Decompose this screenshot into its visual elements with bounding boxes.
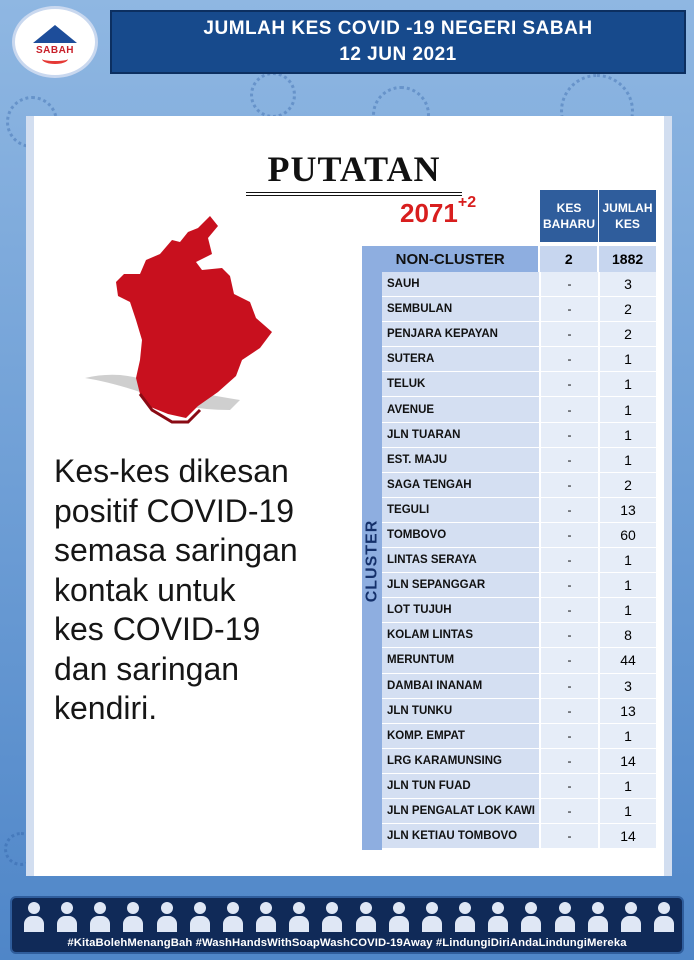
cluster-name: SAGA TENGAH <box>382 473 539 497</box>
cluster-total: 13 <box>600 498 656 522</box>
cluster-new: - <box>541 423 598 447</box>
cluster-name: MERUNTUM <box>382 648 539 672</box>
cluster-name: JLN TUN FUAD <box>382 774 539 798</box>
cluster-total: 13 <box>600 699 656 723</box>
non-cluster-row <box>362 246 656 272</box>
cluster-new: - <box>541 699 598 723</box>
cluster-name: JLN SEPANGGAR <box>382 573 539 597</box>
header-title: JUMLAH KES COVID -19 NEGERI SABAH <box>203 18 593 39</box>
cluster-total: 1 <box>600 598 656 622</box>
table-row <box>382 397 656 422</box>
cluster-name: LINTAS SERAYA <box>382 548 539 572</box>
header-banner <box>110 10 686 74</box>
column-header-total: JUMLAH KES <box>599 190 656 242</box>
description-line: semasa saringan <box>54 532 298 568</box>
cluster-total: 1 <box>600 548 656 572</box>
table-row <box>382 674 656 699</box>
cluster-new: - <box>541 272 598 296</box>
person-icon <box>256 902 276 932</box>
logo-text: SABAH <box>35 44 75 56</box>
district-title: PUTATAN <box>246 148 462 196</box>
table-row <box>382 473 656 498</box>
person-icon <box>289 902 309 932</box>
person-icon <box>555 902 575 932</box>
table-row <box>382 347 656 372</box>
table-row <box>382 598 656 623</box>
table-row <box>382 423 656 448</box>
cluster-new: - <box>541 448 598 472</box>
cluster-new: - <box>541 824 598 848</box>
cluster-total: 2 <box>600 322 656 346</box>
cluster-new: - <box>541 523 598 547</box>
cluster-new: - <box>541 322 598 346</box>
person-icon <box>322 902 342 932</box>
column-header-new: KES BAHARU <box>540 190 598 242</box>
total-increase: +2 <box>457 194 477 211</box>
cluster-name: LOT TUJUH <box>382 598 539 622</box>
table-row <box>382 648 656 673</box>
cluster-new: - <box>541 799 598 823</box>
cluster-name: TELUK <box>382 372 539 396</box>
cluster-total: 2 <box>600 473 656 497</box>
table-row <box>382 372 656 397</box>
non-cluster-new: 2 <box>540 246 597 272</box>
table-row <box>382 623 656 648</box>
footer-banner <box>10 896 684 954</box>
cluster-side-label <box>362 272 382 850</box>
cluster-total: 1 <box>600 724 656 748</box>
cluster-new: - <box>541 473 598 497</box>
person-icon <box>356 902 376 932</box>
putatan-map <box>80 210 290 430</box>
cluster-total: 1 <box>600 448 656 472</box>
cluster-total: 1 <box>600 347 656 371</box>
district-map-icon <box>80 210 290 430</box>
total-cases <box>400 194 477 229</box>
hashtags-text: #KitaBolehMenangBah #WashHandsWithSoapWashCOVID-19Away #LindungiDiriAndaLindungiMereka <box>67 937 627 949</box>
table-row <box>382 699 656 724</box>
cluster-new: - <box>541 372 598 396</box>
cluster-total: 1 <box>600 774 656 798</box>
virus-decoration-icon <box>250 72 296 118</box>
cluster-name: EST. MAJU <box>382 448 539 472</box>
cluster-new: - <box>541 674 598 698</box>
cluster-total: 3 <box>600 272 656 296</box>
cluster-new: - <box>541 749 598 773</box>
cluster-new: - <box>541 498 598 522</box>
frontliner-figures <box>24 902 674 932</box>
cluster-new: - <box>541 548 598 572</box>
non-cluster-label: NON-CLUSTER <box>362 246 538 272</box>
cluster-new: - <box>541 297 598 321</box>
non-cluster-total: 1882 <box>599 246 656 272</box>
cluster-name: LRG KARAMUNSING <box>382 749 539 773</box>
cluster-total: 3 <box>600 674 656 698</box>
cluster-table <box>382 272 656 849</box>
cluster-total: 2 <box>600 297 656 321</box>
cluster-name: SUTERA <box>382 347 539 371</box>
person-icon <box>223 902 243 932</box>
total-value: 2071 <box>400 198 458 228</box>
header-date: 12 JUN 2021 <box>339 44 457 65</box>
table-row <box>382 799 656 824</box>
cluster-name: JLN TUARAN <box>382 423 539 447</box>
person-icon <box>621 902 641 932</box>
person-icon <box>455 902 475 932</box>
cluster-name: TOMBOVO <box>382 523 539 547</box>
person-icon <box>123 902 143 932</box>
table-row <box>382 272 656 297</box>
description-line: dan saringan <box>54 650 240 687</box>
cluster-name: TEGULI <box>382 498 539 522</box>
description-line: positif COVID-19 <box>54 492 295 529</box>
table-row <box>382 523 656 548</box>
cluster-name: SEMBULAN <box>382 297 539 321</box>
cluster-name: KOLAM LINTAS <box>382 623 539 647</box>
cluster-name: AVENUE <box>382 397 539 421</box>
person-icon <box>90 902 110 932</box>
cluster-total: 8 <box>600 623 656 647</box>
cluster-new: - <box>541 598 598 622</box>
table-row <box>382 498 656 523</box>
sabah-logo <box>12 6 98 78</box>
cluster-new: - <box>541 774 598 798</box>
cluster-total: 44 <box>600 648 656 672</box>
cluster-label: CLUSTER <box>363 519 380 603</box>
cluster-new: - <box>541 347 598 371</box>
person-icon <box>422 902 442 932</box>
description-line: kontak untuk <box>54 571 236 608</box>
cluster-name: KOMP. EMPAT <box>382 724 539 748</box>
table-row <box>382 724 656 749</box>
cluster-total: 1 <box>600 397 656 421</box>
person-icon <box>24 902 44 932</box>
person-icon <box>588 902 608 932</box>
person-icon <box>521 902 541 932</box>
cluster-new: - <box>541 648 598 672</box>
table-row <box>382 774 656 799</box>
description-text <box>54 452 364 729</box>
table-row <box>382 448 656 473</box>
cluster-total: 60 <box>600 523 656 547</box>
cluster-name: PENJARA KEPAYAN <box>382 322 539 346</box>
person-icon <box>654 902 674 932</box>
description-line: Kes-kes dikesan <box>54 453 289 489</box>
person-icon <box>57 902 77 932</box>
cluster-new: - <box>541 623 598 647</box>
cluster-new: - <box>541 397 598 421</box>
person-icon <box>157 902 177 932</box>
cluster-total: 1 <box>600 799 656 823</box>
description-line: kendiri. <box>54 690 158 726</box>
mountain-icon <box>33 25 77 43</box>
cluster-name: JLN KETIAU TOMBOVO <box>382 824 539 848</box>
cluster-name: DAMBAI INANAM <box>382 674 539 698</box>
person-icon <box>389 902 409 932</box>
table-row <box>382 297 656 322</box>
table-row <box>382 322 656 347</box>
cluster-new: - <box>541 724 598 748</box>
cluster-name: JLN PENGALAT LOK KAWI <box>382 799 539 823</box>
cluster-name: JLN TUNKU <box>382 699 539 723</box>
table-row <box>382 548 656 573</box>
cluster-total: 1 <box>600 573 656 597</box>
cluster-total: 14 <box>600 749 656 773</box>
swoosh-icon <box>42 54 68 64</box>
person-icon <box>488 902 508 932</box>
description-line: kes COVID-19 <box>54 611 261 647</box>
cluster-total: 14 <box>600 824 656 848</box>
person-icon <box>190 902 210 932</box>
cluster-total: 1 <box>600 372 656 396</box>
cluster-name: SAUH <box>382 272 539 296</box>
table-row <box>382 749 656 774</box>
table-row <box>382 824 656 849</box>
cluster-total: 1 <box>600 423 656 447</box>
cluster-new: - <box>541 573 598 597</box>
table-row <box>382 573 656 598</box>
